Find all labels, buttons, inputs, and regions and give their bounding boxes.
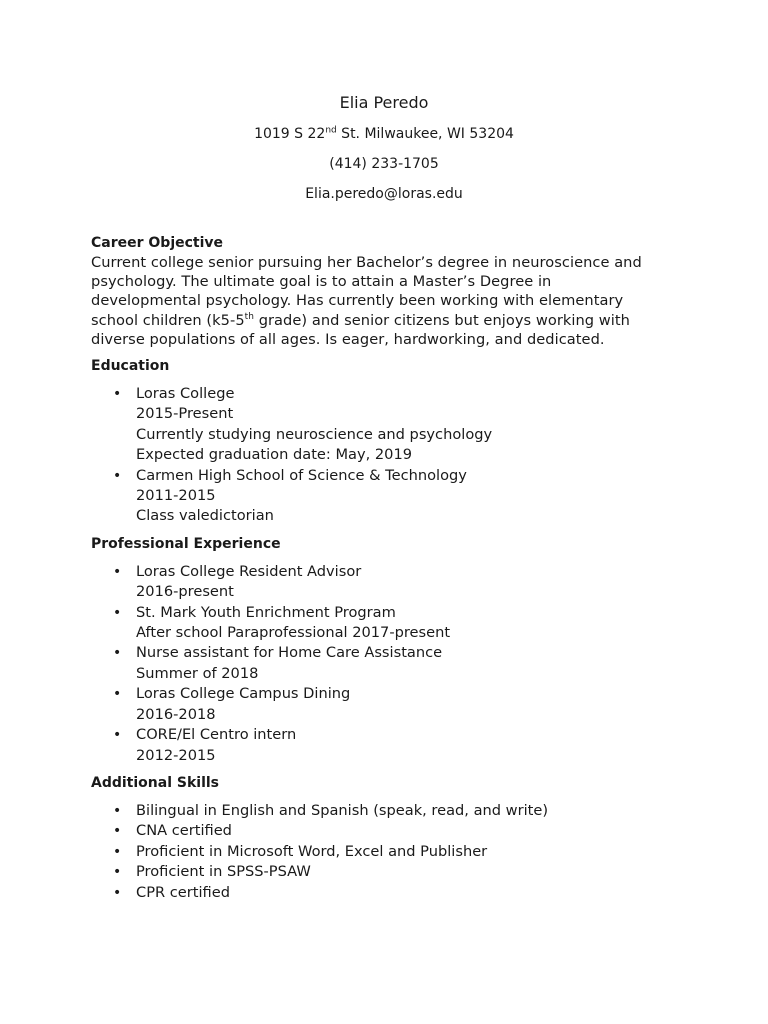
experience-detail: 2016-present: [136, 583, 234, 601]
candidate-name: Elia Peredo: [339, 93, 429, 112]
bullet-icon: •: [113, 645, 122, 662]
objective-text-part1: Current college senior pursuing her Bachelor’s degree in neuroscience and psychology. The ultimate goal is to attain a Master’s Degree in developmental psychology. Has currently been working with elementary school children (k5-5: [91, 254, 642, 329]
bullet-icon: •: [113, 864, 122, 881]
education-list: [91, 384, 651, 527]
bullet-icon: •: [113, 563, 122, 580]
bullet-icon: •: [113, 843, 122, 860]
list-item: [91, 821, 651, 841]
list-item: [91, 725, 651, 766]
education-detail: Expected graduation date: May, 2019: [136, 446, 413, 464]
education-detail: 2011-2015: [136, 487, 216, 505]
section-title-skills: Additional Skills: [91, 774, 219, 791]
skill-text: Proficient in SPSS-PSAW: [136, 863, 311, 881]
education-school: Carmen High School of Science & Technology: [136, 466, 467, 484]
section-title-education: Education: [91, 358, 170, 375]
experience-section: [91, 535, 651, 766]
list-item: [91, 684, 651, 725]
bullet-icon: •: [113, 604, 122, 621]
bullet-icon: •: [113, 884, 122, 901]
section-title-objective: Career Objective: [91, 235, 224, 251]
address-prefix: 1019 S 22: [254, 126, 326, 142]
experience-detail: 2016-2018: [136, 705, 216, 723]
education-school: Loras College: [136, 385, 235, 403]
list-item: [91, 842, 651, 862]
skill-text: CPR certified: [136, 883, 230, 901]
bullet-icon: •: [113, 386, 122, 403]
objective-text-part2: grade) and senior citizens but enjoys working with diverse populations of all ages. Is eager, hardworking, and dedicated.: [91, 311, 630, 348]
bullet-icon: •: [113, 727, 122, 744]
skills-section: [91, 774, 651, 903]
bullet-icon: •: [113, 467, 122, 484]
objective-ordinal: th: [244, 311, 254, 322]
resume-body: [91, 234, 651, 911]
address-ordinal: nd: [325, 125, 337, 136]
email-address: Elia.peredo@loras.edu: [305, 186, 463, 202]
bullet-icon: •: [113, 823, 122, 840]
bullet-icon: •: [113, 686, 122, 703]
experience-list: [91, 562, 651, 766]
skill-text: Bilingual in English and Spanish (speak, read, and write): [136, 801, 549, 819]
list-item: [91, 384, 651, 466]
skill-text: CNA certified: [136, 822, 232, 840]
experience-role: St. Mark Youth Enrichment Program: [136, 603, 396, 621]
section-title-experience: Professional Experience: [91, 535, 281, 552]
address-suffix: St. Milwaukee, WI 53204: [336, 126, 514, 142]
skill-text: Proficient in Microsoft Word, Excel and Publisher: [136, 842, 488, 860]
list-item: [91, 466, 651, 527]
experience-detail: After school Paraprofessional 2017-present: [136, 624, 451, 642]
education-detail: Class valedictorian: [136, 507, 274, 525]
education-detail: Currently studying neuroscience and psychology: [136, 425, 493, 443]
education-section: [91, 357, 651, 527]
resume-header: [0, 92, 768, 214]
experience-role: Loras College Campus Dining: [136, 685, 351, 703]
address: [0, 124, 768, 144]
list-item: [91, 883, 651, 903]
experience-detail: Summer of 2018: [136, 664, 259, 682]
list-item: [91, 801, 651, 821]
list-item: [91, 643, 651, 684]
skills-list: [91, 801, 651, 903]
bullet-icon: •: [113, 802, 122, 819]
list-item: [91, 862, 651, 882]
experience-detail: 2012-2015: [136, 746, 216, 764]
experience-role: CORE/El Centro intern: [136, 726, 297, 744]
phone-number: (414) 233-1705: [329, 156, 439, 172]
experience-role: Nurse assistant for Home Care Assistance: [136, 644, 443, 662]
list-item: [91, 562, 651, 603]
objective-text: [91, 253, 651, 349]
experience-role: Loras College Resident Advisor: [136, 562, 362, 580]
career-objective-section: [91, 234, 651, 349]
list-item: [91, 603, 651, 644]
education-detail: 2015-Present: [136, 405, 234, 423]
